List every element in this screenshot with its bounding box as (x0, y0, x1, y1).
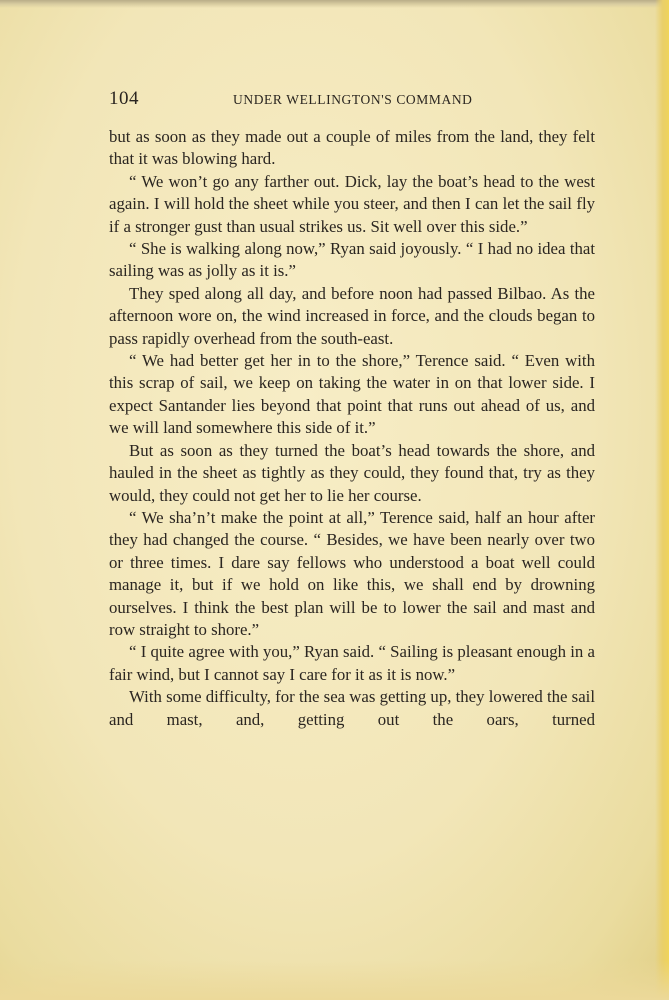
paragraph: “ I quite agree with you,” Ryan said. “ Sailing is pleasant enough in a fair wind, but I cannot say I care for it as it is now.” (109, 642, 595, 684)
paragraph: “ We had better get her in to the shore,” Terence said. “ Even with this scrap of sail, we keep on taking the water in on that lower side. I expect Santander lies beyond that point that runs out ahead of us, and we will land somewhere this side of it.” (109, 351, 595, 438)
paragraph: “ We won’t go any farther out. Dick, lay the boat’s head to the west again. I will hold the sheet while you steer, and then I can let the sail fly if a stronger gust than usual strikes us. Sit well over this side.” (109, 171, 595, 236)
paragraph: With some difficulty, for the sea was getting up, they lowered the sail and mast, and, getting out the oars, turned (109, 687, 595, 729)
paragraph: They sped along all day, and before noon had passed Bilbao. As the afternoon wore on, the wind increased in force, and the clouds began to pass rapidly overhead from the south-east. (109, 283, 595, 348)
paragraph: but as soon as they made out a couple of miles from the land, they felt that it was blowing hard. (109, 127, 595, 169)
page-top-shadow (0, 0, 669, 8)
page-right-edge (655, 0, 669, 1000)
running-title: UNDER WELLINGTON'S COMMAND (233, 92, 473, 107)
body-text (109, 126, 595, 731)
page-bottom-edge (0, 960, 669, 1000)
paragraph: “ We sha’n’t make the point at all,” Terence said, half an hour after they had changed the course. “ Besides, we have been nearly over two or three times. I dare say fellows who understood a boat well could manage it, but if we hold on like this, we shall end by drowning ourselves. I think the best plan will be to lower the sail and mast and row straight to shore.” (109, 507, 595, 639)
running-head (109, 88, 594, 112)
paragraph: “ She is walking along now,” Ryan said joyously. “ I had no idea that sailing was as jolly as it is.” (109, 239, 595, 281)
paragraph: But as soon as they turned the boat’s head towards the shore, and hauled in the sheet as tightly as they could, they found that, try as they would, they could not get her to lie her course. (109, 440, 595, 505)
page-number: 104 (109, 88, 139, 109)
